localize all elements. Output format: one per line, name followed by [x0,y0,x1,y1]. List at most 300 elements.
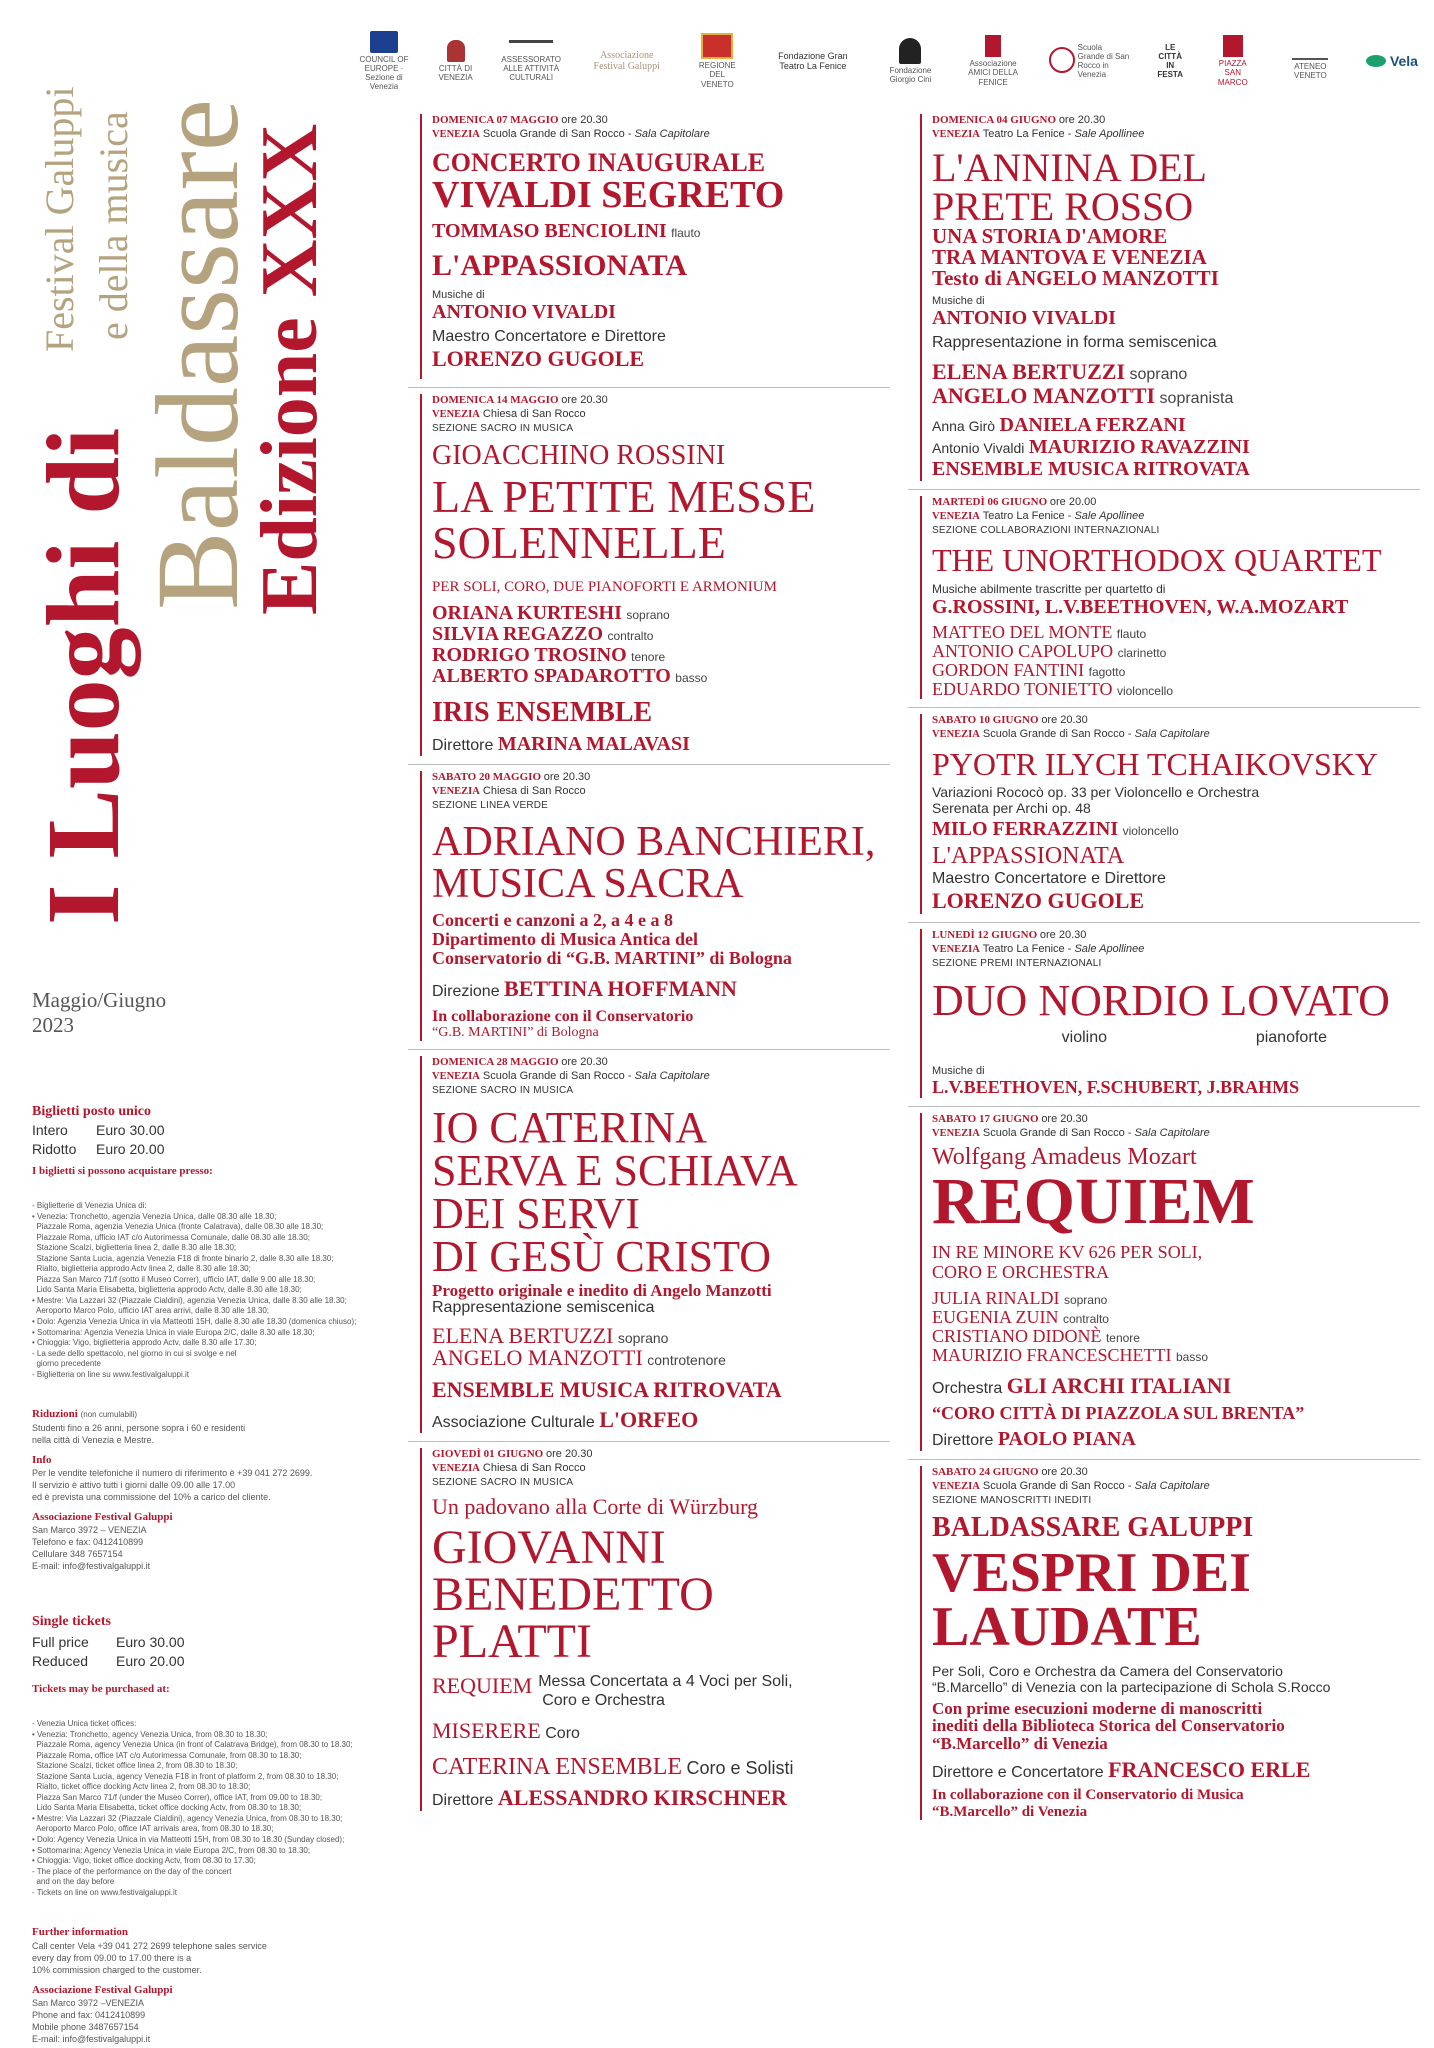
performer-line [932,1308,1420,1327]
ensemble-name: L'APPASSIONATA [432,249,688,282]
city: VENEZIA [432,1463,480,1475]
list-item: Rialto, biglietteria approdo Actv linea 2, dalle 8.30 alle 18.30; [32,1264,251,1274]
performer-role: violoncello [1116,683,1173,698]
event-venue [432,785,890,797]
director-label: Direttore e Concertatore [932,1764,1104,1782]
director-line [432,733,890,756]
event-card [920,114,1420,481]
event-venue [932,1127,1420,1139]
event-date [432,1448,890,1460]
period-year: 2023 [32,1013,74,1038]
event-title: LA PETITE MESSE [432,471,816,522]
time-text: ore 20.00 [1049,495,1097,508]
date-text: GIOVEDÌ 01 GIUGNO [432,1448,544,1461]
performer-line [932,1327,1420,1346]
city: VENEZIA [432,786,480,797]
performer-line [432,1347,890,1369]
date-text: DOMENICA 14 MAGGIO [432,394,559,406]
event-subtitle: Progetto originale e inedito di Angelo Manzotti [432,1281,772,1301]
event-date [432,394,890,406]
event-venue [432,128,890,140]
city: VENEZIA [932,1480,980,1492]
list-item: Lido Santa Maria Elisabetta, biglietteria approdo Actv, dalle 8.30 alle 18.30; [32,1285,302,1295]
performer-line [932,661,1420,680]
list-item: • Dolo: Agency Venezia Unica in via Matteotti 15H, from 08.30 to 18.30 (Sunday closed); [32,1835,345,1845]
time-text: ore 20.30 [1041,1112,1088,1125]
performer-role: fagotto [1088,664,1126,679]
subtitle-line: TRA MANTOVA E VENEZIA [932,245,1207,270]
instruments-line [932,1029,1420,1047]
event-pretitle: Wolfgang Amadeus Mozart [932,1143,1197,1170]
list-item: Piazzale Roma, agency Venezia Unica (in front of Calatrava Bridge), from 08.30 to 18.30; [32,1740,353,1750]
place: Scuola Grande di San Rocco - [482,1069,635,1082]
tickets-heading: Biglietti posto unico [32,1104,152,1119]
collaboration-note [932,1787,1420,1820]
event-section: SEZIONE MANOSCRITTI INEDITI [932,1494,1092,1506]
mobile: Mobile phone 3487657154 [32,2021,139,2032]
director-label: Direttore [432,1791,494,1809]
association-name: L'ORFEO [599,1407,699,1433]
list-item: • Venezia: Tronchetto, agency Venezia Unica, from 08.30 to 18.30; [32,1729,268,1739]
partner-logos-bar [358,36,1418,92]
info-text: 10% commission charged to the customer. [32,1964,202,1975]
list-item: Piazzale Roma, office IAT c/o Autorimessa Comunale, from 08.30 to 18.30; [32,1750,302,1760]
festival-galuppi-logo: Associazione Festival Galuppi [593,49,660,72]
work-desc-line: Messa Concertata a 4 Voci per Soli, [538,1673,793,1691]
event-card [920,1466,1420,1820]
city: VENEZIA [932,728,980,740]
date-text: SABATO 24 GIUGNO [932,1465,1039,1478]
event-venue [932,943,1420,955]
composer-name: G.ROSSINI, L.V.BEETHOVEN, W.A.MOZART [932,595,1349,618]
price-value: Euro 30.00 [96,1122,165,1139]
event-venue [932,1480,1420,1492]
price-label: Intero [32,1122,68,1139]
performers-list [932,623,1420,699]
work-title: MISERERE [432,1717,541,1743]
performer-line [432,603,890,624]
performer-name: CRISTIANO DIDONÈ [932,1325,1102,1346]
performers-list [432,1325,890,1369]
place: Teatro La Fenice - [982,128,1075,140]
composer-name: ANTONIO VIVALDI [932,307,1116,330]
price-row-full [32,1633,362,1651]
performer-name: ELENA BERTUZZI [932,359,1126,385]
director-label: Direttore [432,737,494,754]
performer-name: ANGELO MANZOTTI [932,383,1156,409]
price-value: Euro 20.00 [96,1140,165,1157]
event-venue [932,510,1420,522]
divider [408,387,890,388]
performer-line [932,1346,1420,1365]
ensemble-name: L'APPASSIONATA [932,842,1125,869]
subtitle-line: Dipartimento di Musica Antica del [432,928,698,949]
collab-line: “B.Marcello” di Venezia [932,1803,1088,1820]
performer-name: ANGELO MANZOTTI [432,1345,643,1371]
director-name: LORENZO GUGOLE [432,346,645,371]
divider [908,1106,1420,1107]
event-title: DUO NORDIO LOVATO [932,975,1390,1025]
performer-name: SILVIA REGAZZO [432,623,603,645]
orchestra-name: GLI ARCHI ITALIANI [1006,1372,1232,1398]
director-name: BETTINA HOFFMANN [504,975,737,1001]
divider [408,764,890,765]
performer-role: basso [675,671,708,685]
performers-list [932,1289,1420,1365]
address: San Marco 3972 –VENEZIA [32,1998,145,2009]
collab-line: “G.B. MARTINI” di Bologna [432,1025,599,1041]
event-title: REQUIEM [932,1164,1255,1238]
date-text: DOMENICA 28 MAGGIO [432,1055,559,1068]
title-line: VESPRI DEI [932,1541,1251,1604]
time-text: ore 20.30 [561,394,608,406]
price-value: Euro 20.00 [116,1652,185,1669]
city: VENEZIA [432,409,480,420]
festival-period [32,988,166,1038]
price-row-reduced [32,1140,362,1158]
time-text: ore 20.30 [543,771,591,783]
event-date [932,1466,1420,1478]
price-label: Ridotto [32,1140,77,1157]
info-heading: Info [32,1453,52,1466]
event-subtitle: Serenata per Archi op. 48 [932,799,1091,816]
director-name: MARINA MALAVASI [497,733,690,755]
city: VENEZIA [932,1127,980,1139]
event-venue [432,1070,890,1082]
performer-role: controtenore [647,1352,726,1369]
list-item: Rialto, ticket office docking Actv linea 2, from 08.30 to 18.30; [32,1782,251,1792]
room: Sala Capitolare [634,128,710,140]
performer-name: GORDON FANTINI [932,659,1085,680]
performer-name: MAURIZIO FRANCESCHETTI [932,1344,1172,1365]
association-line [432,1407,890,1433]
performer-line [432,645,890,666]
association-label: Associazione Culturale [432,1414,595,1432]
ensemble-name: CATERINA ENSEMBLE [432,1753,683,1780]
time-text: ore 20.30 [1041,713,1088,726]
performer-role: flauto [671,226,701,240]
list-item: Piazza San Marco 71/f (sotto il Museo Correr), ufficio IAT, dalle 9.00 alle 18.30; [32,1274,316,1284]
work-line [432,1673,890,1710]
event-note [932,1700,1420,1754]
event-title: THE UNORTHODOX QUARTET [932,541,1382,578]
title-line: DEI SERVI [432,1188,640,1238]
event-subtitle [432,911,890,968]
price-label: Reduced [32,1652,89,1669]
performer-line [932,680,1420,699]
director-line [432,1785,890,1811]
roles-list [932,414,1420,458]
time-text: ore 20.30 [561,114,608,126]
event-venue [432,1462,890,1474]
note-line: “B.Marcello” di Venezia [932,1734,1108,1754]
event-section: SEZIONE PREMI INTERNAZIONALI [932,957,1102,969]
san-rocco-logo: Scuola Grande di San Rocco in Venezia [1049,43,1130,80]
performer-line [932,384,1420,408]
event-card [920,1113,1420,1451]
list-item: - The place of the performance on the day of the concert [32,1866,232,1876]
place: Scuola Grande di San Rocco - [982,1126,1135,1139]
list-item: • Mestre: Via Lazzari 32 (Piazzale Cialdini), agenzia Venezia Unica, dalle 8.30 alle 18.30; [32,1295,347,1305]
divider [408,1049,890,1050]
city: VENEZIA [432,129,480,140]
performer-name: ALBERTO SPADAROTTO [432,665,671,687]
director-label: Direzione [432,982,500,1000]
time-text: ore 20.30 [1041,1465,1088,1478]
performer-role: soprano [1129,366,1188,384]
title-line: IO CATERINA [432,1102,707,1152]
divider [408,1441,890,1442]
work-description [538,1673,792,1710]
director-line [932,1757,1420,1783]
list-item: Piazza San Marco 71/f (under the Museo Correr), office IAT, from 09.00 to 18.30; [32,1792,323,1802]
reductions-text: nella città di Venezia e Mestre. [32,1434,155,1445]
price-row-full [32,1121,362,1139]
time-text: ore 20.30 [561,1055,608,1068]
title-line: L'ANNINA DEL [932,145,1207,190]
director-line [932,1428,1420,1451]
role-line [932,414,1420,436]
performer-role: soprano [1063,1292,1108,1307]
mobile: Cellulare 348 7657154 [32,1549,123,1560]
instrument: violino [1061,1028,1107,1046]
fenice-logo: Fondazione Gran Teatro La Fenice [778,50,848,71]
date-text: DOMENICA 07 MAGGIO [432,114,559,126]
note-line: Con prime esecuzioni moderne di manoscritti [932,1698,1263,1718]
list-item: Stazione Santa Lucia, agenzia Venezia F18 di fronte binario 2, dalle 8.30 alle 18.30; [32,1253,334,1263]
info-text: ed è prevista una commissione del 10% a carico del cliente. [32,1491,271,1502]
work-line [432,1718,890,1744]
event-date [932,114,1420,126]
event-date [932,714,1420,726]
event-title: VIVALDI SEGRETO [432,174,785,216]
performer-line [932,360,1420,384]
work-title: REQUIEM [432,1673,533,1699]
event-venue [432,408,890,420]
performer-name: MATTEO DEL MONTE [932,621,1113,642]
composer-name: BALDASSARE GALUPPI [932,1511,1254,1543]
assessorato-logo: ASSESSORATO ALLE ATTIVITÀ CULTURALI [501,40,561,83]
place: Chiesa di San Rocco [482,1462,586,1475]
list-item: • Sottomarina: Agenzia Venezia Unica in viale Europa 2/C, dalle 8.30 alle 18.30; [32,1327,315,1337]
performer-role: basso [1175,1349,1208,1364]
festival-name: Festival Galuppi [37,86,82,352]
title-line: DI GESÙ CRISTO [432,1231,772,1281]
association-heading: Associazione Festival Galuppi [32,1983,173,1996]
address: San Marco 3972 – VENEZIA [32,1525,147,1536]
performer-name: MILO FERRAZZINI [932,817,1119,840]
event-pretitle: Un padovano alla Corte di Würzburg [432,1494,759,1520]
ticket-info-italian [32,1103,362,1573]
role-performer: MAURIZIO RAVAZZINI [1028,435,1250,458]
date-text: LUNEDÌ 12 GIUGNO [932,928,1038,941]
event-title [932,1541,1420,1659]
date-text: MARTEDÌ 06 GIUGNO [932,495,1048,508]
price-row-reduced [32,1652,362,1670]
room: Sale Apollinee [1074,128,1145,140]
info-text: Il servizio è attivo tutti i giorni dalle 09.00 alle 17.00 [32,1480,236,1491]
price-value: Euro 30.00 [116,1634,185,1651]
event-card [420,394,890,756]
further-info-heading: Further information [32,1926,129,1939]
composer-name: L.V.BEETHOVEN, F.SCHUBERT, J.BRAHMS [932,1076,1300,1097]
date-text: DOMENICA 04 GIUGNO [932,114,1057,126]
instrument: pianoforte [1255,1028,1327,1046]
role-line [932,436,1420,458]
event-title: PYOTR ILYCH TCHAIKOVSKY [932,745,1378,782]
city-of-venice-logo: CITTÀ DI VENEZIA [436,40,476,82]
event-venue [932,128,1420,140]
event-card [920,929,1420,1098]
subtitle-line: Testo di ANGELO MANZOTTI [932,266,1219,291]
list-item: • Chioggia: Vigo, biglietteria approdo Actv, dalle 8.30 alle 17.30; [32,1338,257,1348]
director-label: Maestro Concertatore e Direttore [432,328,666,345]
title-line: SERVA E SCHIAVA [432,1145,798,1195]
event-section: SEZIONE COLLABORAZIONI INTERNAZIONALI [932,524,1160,536]
list-item: Lido Santa Maria Elisabetta, ticket office docking Actv, from 08.30 to 18.30; [32,1803,302,1813]
event-title [432,1521,890,1669]
event-date [932,1113,1420,1125]
city: VENEZIA [932,510,980,522]
performer-name: EUGENIA ZUIN [932,1306,1059,1327]
fondazione-cini-logo: Fondazione Giorgio Cini [883,38,937,84]
performer-name: RODRIGO TROSINO [432,644,627,666]
title-line: GIOVANNI [432,1521,666,1575]
event-date [432,114,890,126]
piazza-san-marco-logo: PIAZZA SAN MARCO [1211,35,1255,87]
purchase-list [32,1698,362,1919]
event-card [420,114,890,379]
event-title [932,145,1420,230]
event-section: SEZIONE SACRO IN MUSICA [432,1477,574,1489]
list-item: - La sede dello spettacolo, nel giorno in cui si svolge e nel [32,1348,237,1358]
list-item: - Venezia Unica ticket offices: [32,1719,137,1729]
email[interactable]: E-mail: info@festivalgaluppi.it [32,1560,151,1571]
performer-role: violoncello [1122,823,1179,838]
event-date [932,929,1420,941]
city: VENEZIA [432,1070,480,1082]
performer-role: soprano [626,608,670,622]
room: Sala Capitolare [1134,1126,1210,1139]
festival-title-baldassare: Baldassare [132,98,263,610]
composer-name: GIOACCHINO ROSSINI [432,440,726,471]
performer-role: soprano [617,1330,669,1347]
performer-line [932,623,1420,642]
room: Sala Capitolare [634,1069,710,1082]
performer-name: TOMMASO BENCIOLINI [432,220,667,242]
price-label: Full price [32,1634,89,1651]
director-name: ALESSANDRO KIRSCHNER [497,1784,787,1810]
regione-veneto-logo: REGIONE DEL VENETO [692,33,742,89]
city: VENEZIA [932,943,980,955]
place: Teatro La Fenice - [982,942,1075,955]
performer-name: ORIANA KURTESHI [432,602,622,624]
music-by-label: Musiche abilmente trascritte per quartetto di [932,581,1166,596]
event-date [432,771,890,783]
event-card [920,714,1420,914]
director-label: Direttore [932,1431,994,1449]
director-name: PAOLO PIANA [997,1427,1136,1450]
date-text: SABATO 17 GIUGNO [932,1112,1039,1125]
amici-fenice-logo: Associazione AMICI DELLA FENICE [963,35,1023,87]
event-section: SEZIONE LINEA VERDE [432,800,549,811]
orchestra-line [932,1373,1420,1399]
date-text: SABATO 20 MAGGIO [432,771,541,783]
place: Scuola Grande di San Rocco - [982,1479,1135,1492]
divider [908,922,1420,923]
list-item: • Mestre: Via Lazzari 32 (Piazzale Cialdini), agency Venezia Unica, from 08.30 to 18.30; [32,1813,343,1823]
choir-name: “CORO CITTÀ DI PIAZZOLA SUL BRENTA” [932,1402,1305,1423]
divider [908,707,1420,708]
purchase-heading: I biglietti si possono acquistare presso: [32,1165,213,1178]
event-date [932,496,1420,508]
event-card [420,1056,890,1433]
event-subtitle [932,1663,1420,1695]
phone: Telefono e fax: 0412410899 [32,1537,144,1548]
event-venue [932,728,1420,740]
council-of-europe-logo: COUNCIL OF EUROPE · Sezione di Venezia [358,31,410,92]
event-subtitle: PER SOLI, CORO, DUE PIANOFORTI E ARMONIUM [432,579,777,595]
event-section: SEZIONE SACRO IN MUSICA [432,1084,574,1096]
list-item: Aeroporto Marco Polo, ufficio IAT area arrivi, dalle 8.30 alle 18.30; [32,1306,270,1316]
performer-line [932,642,1420,661]
performer-line [432,1325,890,1347]
festival-subname: e della musica [91,111,136,340]
room: Sala Capitolare [1134,727,1210,740]
subtitle-line: UNA STORIA D'AMORE [932,224,1168,249]
reductions-heading [32,1407,362,1422]
list-item: Piazzale Roma, ufficio IAT c/o Autorimessa Comunale, dalle 08.30 alle 18.30; [32,1232,310,1242]
director-line [432,976,890,1002]
ensemble-name: ENSEMBLE MUSICA RITROVATA [932,457,1250,480]
subtitle-line: CORO E ORCHESTRA [932,1261,1110,1282]
time-text: ore 20.30 [1039,928,1087,941]
event-title: MUSICA SACRA [432,861,744,907]
time-text: ore 20.30 [546,1448,593,1461]
title-line: PLATTI [432,1615,592,1669]
work-desc-line: Coro e Orchestra [542,1691,665,1709]
list-item: Aeroporto Marco Polo, office IAT arrivals area, from 08.30 to 18.30; [32,1824,274,1834]
list-item: • Dolo: Agenzia Venezia Unica in via Matteotti 15H, dalle 8.30 alle 18.30 (domenica chiuso); [32,1317,357,1327]
event-subtitle: Variazioni Rococò op. 33 per Violoncello e Orchestra [932,783,1260,800]
room: Sala Capitolare [1134,1479,1210,1492]
role-character: Anna Girò [932,417,996,434]
event-title: CONCERTO INAUGURALE [432,148,766,177]
place: Teatro La Fenice - [982,509,1075,522]
association-heading: Associazione Festival Galuppi [32,1510,173,1523]
info-text: Call center Vela +39 041 272 2699 telephone sales service [32,1940,267,1951]
events-column-june [920,114,1420,1820]
email[interactable]: E-mail: info@festivalgaluppi.it [32,2033,151,2044]
list-item: - Tickets on line on www.festivalgaluppi.it [32,1887,177,1897]
events-column-may [420,114,890,1811]
performer-name: ELENA BERTUZZI [432,1323,614,1349]
title-line: LAUDATE [932,1596,1202,1659]
phone: Phone and fax: 0412410899 [32,2009,146,2020]
event-subtitle: Rappresentazione semiscenica [432,1299,655,1317]
reductions-note: (non cumulabili) [80,1410,138,1420]
performer-role: tenore [631,650,666,664]
place: Chiesa di San Rocco [482,408,586,420]
title-line: BENEDETTO [432,1568,714,1622]
performer-role: contralto [607,629,654,643]
collaboration-note [432,1008,890,1041]
ticket-info-english [32,1613,362,2046]
ensemble-line [432,1754,890,1781]
info-text: every day from 09.00 to 17.00 there is a [32,1952,192,1963]
event-title: SOLENNELLE [432,517,726,568]
performer-role: flauto [1116,626,1147,641]
